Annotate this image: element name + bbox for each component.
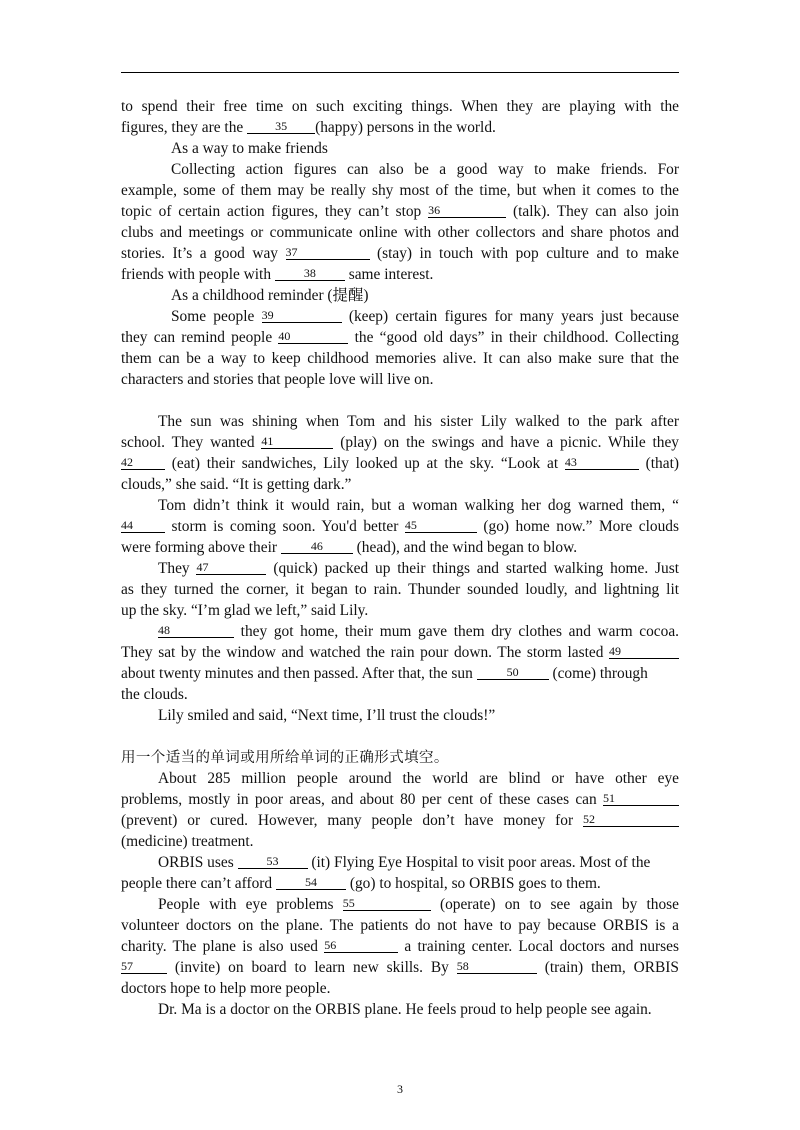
text-line [121, 643, 679, 663]
text-line [158, 622, 679, 642]
text-segment: (invite) on board to learn new skills. By [167, 959, 457, 976]
page-number: 3 [397, 1082, 403, 1096]
text-line [121, 97, 679, 117]
text-line [121, 370, 679, 390]
text-segment: (prevent) or cured. However, many people don’t have money for [121, 812, 583, 829]
text-line [121, 685, 679, 705]
text-segment: up the sky. “I’m glad we left,” said Lily. [121, 602, 369, 619]
text-line [121, 475, 679, 495]
text-segment: (medicine) treatment. [121, 833, 254, 850]
text-line [121, 979, 679, 999]
text-line [171, 307, 679, 327]
text-line [121, 244, 679, 264]
text-segment: (it) Flying Eye Hospital to visit poor areas. Most of the [307, 854, 651, 871]
answer-blank-38[interactable]: 38 [275, 266, 345, 281]
text-line [121, 664, 679, 684]
text-line [171, 139, 679, 159]
text-segment: topic of certain action figures, they can’t stop [121, 203, 429, 220]
text-segment: Lily smiled and said, “Next time, I’ll trust the clouds!” [158, 707, 496, 724]
answer-blank-48[interactable]: 48 [158, 623, 234, 638]
text-line [121, 748, 679, 768]
text-segment: They sat by the window and watched the rain pour down. The storm lasted [121, 644, 609, 661]
text-line [121, 181, 679, 201]
text-segment: (talk). They can also join [506, 203, 679, 220]
text-line [121, 832, 679, 852]
text-line [158, 895, 679, 915]
text-line [121, 580, 679, 600]
text-segment: charity. The plane is also used [121, 938, 325, 955]
text-segment: (operate) on to see again by those [430, 896, 679, 913]
text-line [121, 958, 679, 978]
answer-blank-57[interactable]: 57 [121, 959, 167, 974]
answer-blank-51[interactable]: 51 [603, 791, 679, 806]
text-segment: about twenty minutes and then passed. After that, the sun [121, 665, 477, 682]
text-line [121, 937, 679, 957]
text-segment: doctors hope to help more people. [121, 980, 331, 997]
text-segment: as they turned the corner, it began to rain. Thunder sounded loudly, and lightning lit [121, 581, 679, 598]
answer-blank-56[interactable]: 56 [324, 938, 398, 953]
text-segment: (happy) persons in the world. [315, 119, 496, 136]
text-segment: (that) [638, 455, 679, 472]
text-segment: People with eye problems [158, 896, 343, 913]
text-segment: a training center. Local doctors and nurses [398, 938, 679, 955]
text-segment: they got home, their mum gave them dry clothes and warm cocoa. [234, 623, 679, 640]
text-segment: volunteer doctors on the plane. The patients do not have to pay because ORBIS is a [121, 917, 679, 934]
answer-blank-50[interactable]: 50 [477, 665, 549, 680]
text-segment: Tom didn’t think it would rain, but a woman walking her dog warned them, “ [158, 497, 679, 514]
text-line [121, 202, 679, 222]
text-line [121, 265, 679, 285]
text-segment: figures, they are the [121, 119, 248, 136]
answer-blank-40[interactable]: 40 [278, 329, 348, 344]
text-line [121, 916, 679, 936]
answer-blank-39[interactable]: 39 [262, 308, 342, 323]
answer-blank-44[interactable]: 44 [121, 518, 165, 533]
text-segment: Some people [171, 308, 262, 325]
header-rule [121, 72, 679, 73]
text-line [121, 454, 679, 474]
text-line [121, 811, 679, 831]
text-segment: As a childhood reminder (提醒) [171, 287, 369, 304]
answer-blank-55[interactable]: 55 [343, 896, 431, 911]
text-segment: the “good old days” in their childhood. Collecting [348, 329, 679, 346]
text-segment: the clouds. [121, 686, 188, 703]
text-segment: (play) on the swings and have a picnic. While they [333, 434, 679, 451]
text-segment: (head), and the wind began to blow. [352, 539, 578, 556]
text-segment: (come) through [548, 665, 648, 682]
answer-blank-45[interactable]: 45 [405, 518, 477, 533]
text-line [158, 1000, 679, 1020]
text-segment: friends with people with [121, 266, 275, 283]
answer-blank-43[interactable]: 43 [565, 455, 639, 470]
text-line [121, 517, 679, 537]
text-segment: (train) them, ORBIS [536, 959, 679, 976]
text-segment: stories. It’s a good way [121, 245, 286, 262]
text-line [158, 559, 679, 579]
text-segment: (go) to hospital, so ORBIS goes to them. [345, 875, 601, 892]
text-segment: example, some of them may be really shy most of the time, but when it comes to the [121, 182, 679, 199]
text-segment: (stay) in touch with pop culture and to make [369, 245, 679, 262]
answer-blank-49[interactable]: 49 [609, 644, 679, 659]
text-segment: They [158, 560, 197, 577]
text-line [158, 706, 679, 726]
text-segment: were forming above their [121, 539, 281, 556]
text-segment: clubs and meetings or communicate online with other collectors and share photos and [121, 224, 679, 241]
answer-blank-42[interactable]: 42 [121, 455, 165, 470]
text-line [171, 286, 679, 306]
text-segment: (go) home now.” More clouds [476, 518, 679, 535]
answer-blank-54[interactable]: 54 [276, 875, 346, 890]
text-segment: they can remind people [121, 329, 279, 346]
text-line [171, 160, 679, 180]
answer-blank-52[interactable]: 52 [583, 812, 679, 827]
text-line [158, 853, 679, 873]
text-segment: ORBIS uses [158, 854, 238, 871]
answer-blank-47[interactable]: 47 [196, 560, 266, 575]
text-segment: Dr. Ma is a doctor on the ORBIS plane. He feels proud to help people see again. [158, 1001, 652, 1018]
text-line [121, 874, 679, 894]
text-line [158, 412, 679, 432]
text-segment: characters and stories that people love will live on. [121, 371, 434, 388]
text-segment: clouds,” she said. “It is getting dark.” [121, 476, 352, 493]
answer-blank-36[interactable]: 36 [428, 203, 506, 218]
text-segment: (keep) certain figures for many years just because [341, 308, 679, 325]
answer-blank-37[interactable]: 37 [286, 245, 370, 260]
text-line [121, 118, 679, 138]
answer-blank-58[interactable]: 58 [457, 959, 537, 974]
text-line [121, 790, 679, 810]
text-segment: storm is coming soon. You'd better [165, 518, 405, 535]
text-segment: school. They wanted [121, 434, 262, 451]
text-segment: problems, mostly in poor areas, and about 80 per cent of these cases can [121, 791, 603, 808]
text-segment: The sun was shining when Tom and his sister Lily walked to the park after [158, 413, 679, 430]
answer-blank-53[interactable]: 53 [238, 854, 308, 869]
text-segment: About 285 million people around the world are blind or have other eye [158, 770, 679, 787]
answer-blank-35[interactable]: 35 [247, 119, 315, 134]
text-line [121, 328, 679, 348]
text-segment: Collecting action figures can also be a good way to make friends. For [171, 161, 679, 178]
text-segment: them can be a way to keep childhood memories alive. It can also make sure that the [121, 350, 679, 367]
text-line [121, 538, 679, 558]
text-line [121, 349, 679, 369]
answer-blank-46[interactable]: 46 [281, 539, 353, 554]
text-segment: (eat) their sandwiches, Lily looked up at the sky. “Look at [165, 455, 565, 472]
text-segment: 用一个适当的单词或用所给单词的正确形式填空。 [121, 750, 449, 766]
answer-blank-41[interactable]: 41 [261, 434, 333, 449]
text-segment: people there can’t afford [121, 875, 276, 892]
text-segment: (quick) packed up their things and started walking home. Just [266, 560, 679, 577]
text-segment: same interest. [344, 266, 434, 283]
text-line [121, 601, 679, 621]
text-segment: As a way to make friends [171, 140, 328, 157]
text-line [158, 769, 679, 789]
text-segment: to spend their free time on such exciting things. When they are playing with the [121, 98, 679, 115]
text-line [158, 496, 679, 516]
text-line [121, 433, 679, 453]
text-line [121, 223, 679, 243]
